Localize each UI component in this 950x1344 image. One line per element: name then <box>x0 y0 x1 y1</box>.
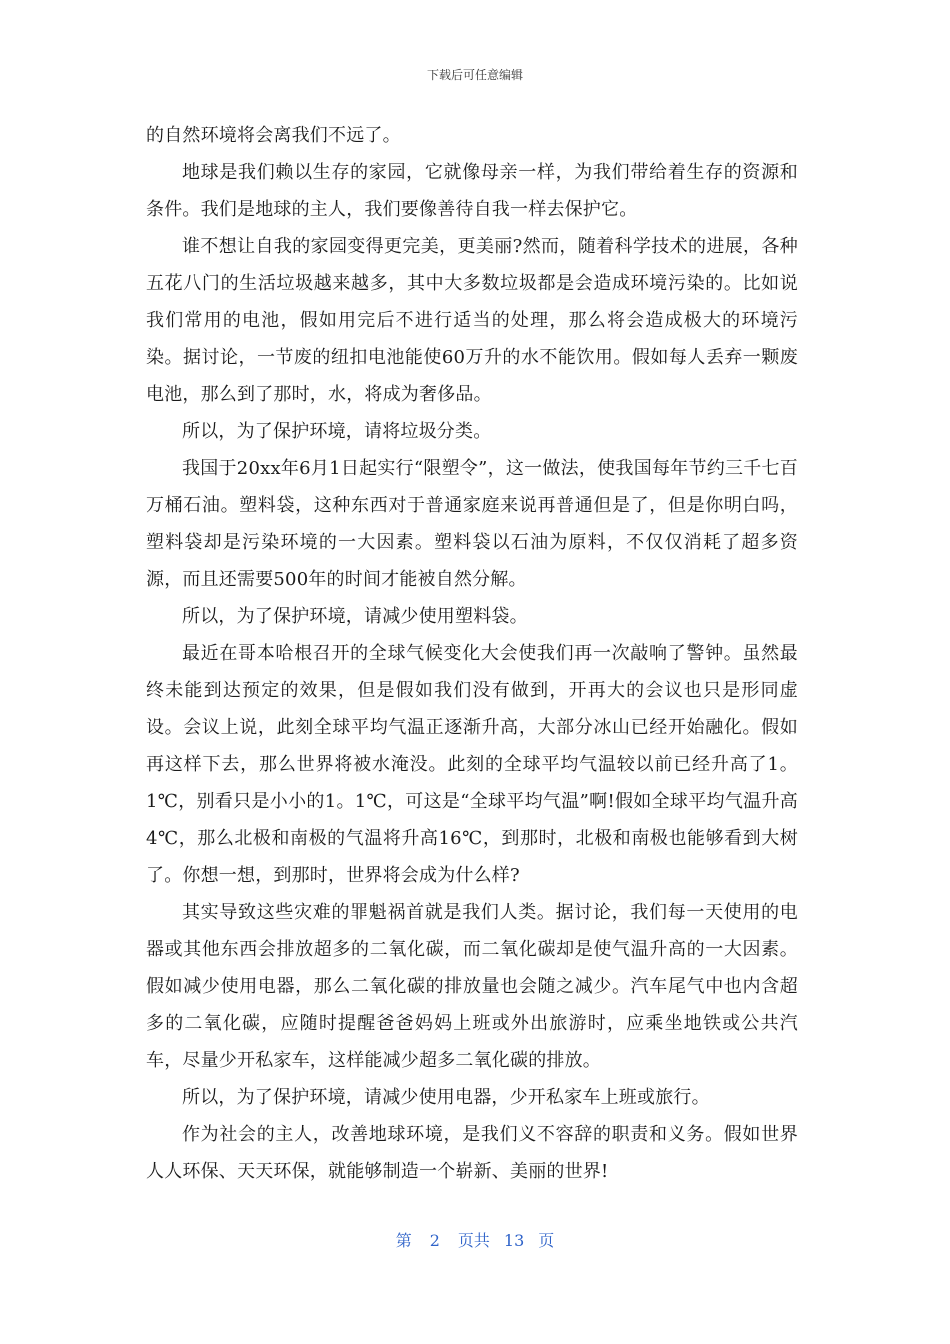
page-header: 下载后可任意编辑 <box>426 68 523 82</box>
footer-suffix: 页 <box>538 1231 555 1250</box>
paragraph-7: 最近在哥本哈根召开的全球气候变化大会使我们再一次敲响了警钟。虽然最终未能到达预定的效果，但是假如我们没有做到，开再大的会议也只是形同虚设。会议上说，此刻全球平均气温正逐渐升高，大部分冰山已经开始融化。假如再这样下去，那么世界将被水淹没。此刻的全球平均气温较以前已经升高了1。1℃，别看只是小小的1。1℃，可这是“全球平均气温”啊!假如全球平均气温升高4℃，那么北极和南极的气温将升高16℃，到那时，北极和南极也能够看到大树了。你想一想，到那时，世界将会成为什么样? <box>146 643 798 886</box>
paragraph-5: 我国于20xx年6月1日起实行“限塑令”，这一做法，使我国每年节约三千七百万桶石油。塑料袋，这种东西对于普通家庭来说再普通但是了，但是你明白吗，塑料袋却是污染环境的一大因素。塑料袋以石油为原料，不仅仅消耗了超多资源，而且还需要500年的时间才能被自然分解。 <box>146 458 798 590</box>
paragraph-1: 的自然环境将会离我们不远了。 <box>146 125 401 146</box>
paragraph-6: 所以，为了保护环境，请减少使用塑料袋。 <box>182 606 528 627</box>
paragraph-3: 谁不想让自我的家园变得更完美，更美丽?然而，随着科学技术的进展，各种五花八门的生活垃圾越来越多，其中大多数垃圾都是会造成环境污染的。比如说我们常用的电池，假如用完后不进行适当的处理，那么将会造成极大的环境污染。据讨论，一节废的纽扣电池能使60万升的水不能饮用。假如每人丢弃一颗废电池，那么到了那时，水，将成为奢侈品。 <box>146 236 798 405</box>
paragraph-2: 地球是我们赖以生存的家园，它就像母亲一样，为我们带给着生存的资源和条件。我们是地球的主人，我们要像善待自我一样去保护它。 <box>146 162 798 220</box>
paragraph-4: 所以，为了保护环境，请将垃圾分类。 <box>182 421 492 442</box>
footer-page-number: 2 <box>429 1231 440 1250</box>
paragraph-9: 所以，为了保护环境，请减少使用电器，少开私家车上班或旅行。 <box>182 1087 710 1108</box>
page-footer <box>0 1228 950 1251</box>
document-body <box>146 117 798 1190</box>
paragraph-8: 其实导致这些灾难的罪魁祸首就是我们人类。据讨论，我们每一天使用的电器或其他东西会排放超多的二氧化碳，而二氧化碳却是使气温升高的一大因素。假如减少使用电器，那么二氧化碳的排放量也会随之减少。汽车尾气中也内含超多的二氧化碳，应随时提醒爸爸妈妈上班或外出旅游时，应乘坐地铁或公共汽车，尽量少开私家车，这样能减少超多二氧化碳的排放。 <box>146 902 798 1071</box>
footer-prefix: 第 <box>395 1231 412 1250</box>
footer-middle: 页共 <box>457 1231 490 1250</box>
paragraph-10: 作为社会的主人，改善地球环境，是我们义不容辞的职责和义务。假如世界人人环保、天天环保，就能够制造一个崭新、美丽的世界! <box>146 1124 798 1182</box>
footer-total-pages: 13 <box>503 1231 525 1250</box>
